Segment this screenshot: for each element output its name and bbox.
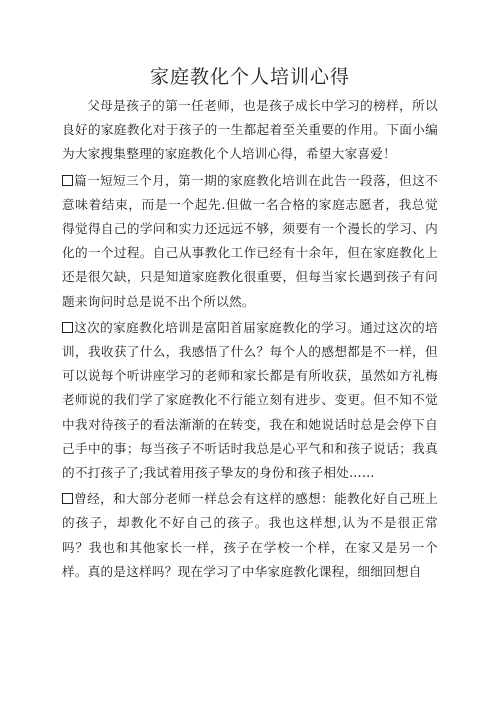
checkbox-bullet-icon [62, 493, 73, 504]
intro-paragraph: 父母是孩子的第一任老师，也是孩子成长中学习的榜样，所以良好的家庭教化对于孩子的一生都起着至关重要的作用。下面小编为大家搜集整理的家庭教化个人培训心得，希望大家喜爱！ [62, 98, 438, 162]
paragraph-3-text: 曾经，和大部分老师一样总会有这样的感想：能教化好自己班上的孩子，却教化不好自己的孩子。我也这样想,认为不是很正常吗？我也和其他家长一样，孩子在学校一个样，在家又是另一个样。真的是这样吗？现在学习了中华家庭教化课程，细细回想自 [62, 491, 438, 579]
checkbox-bullet-icon [62, 175, 73, 186]
paragraph-1-text: 篇一短短三个月，第一期的家庭教化培训在此告一段落，但这不意味着结束，而是一个起先.但做一名合格的家庭志愿者，我总觉得觉得自己的学问和实力还远远不够，须要有一个漫长的学习、内化的一个过程。自己从事教化工作已经有十余年，但在家庭教化上还是很欠缺，只是知道家庭教化很重要，但每当家长遇到孩子有问题来询问时总是说不出个所以然。 [62, 172, 438, 309]
document-body [62, 94, 438, 586]
checkbox-bullet-icon [62, 322, 73, 333]
paragraph-1 [62, 169, 438, 314]
paragraph-3 [62, 487, 438, 584]
paragraph-2-text: 这次的家庭教化培训是富阳首届家庭教化的学习。通过这次的培训，我收获了什么，我感悟了什么？每个人的感想都是不一样，但可以说每个听讲座学习的老师和家长都是有所收获，虽然如方礼梅老师说的我们学了家庭教化不行能立刻有进步、变更。但不知不觉中我对待孩子的看法渐渐的在转变，我在和她说话时总是会停下自己手中的事；每当孩子不听话时我总是心平气和和孩子说话；我真的不打孩子了;我试着用孩子挚友的身份和孩子相处…… [62, 319, 438, 481]
document-title: 家庭教化个人培训心得 [149, 66, 350, 88]
paragraph-2 [62, 316, 438, 485]
